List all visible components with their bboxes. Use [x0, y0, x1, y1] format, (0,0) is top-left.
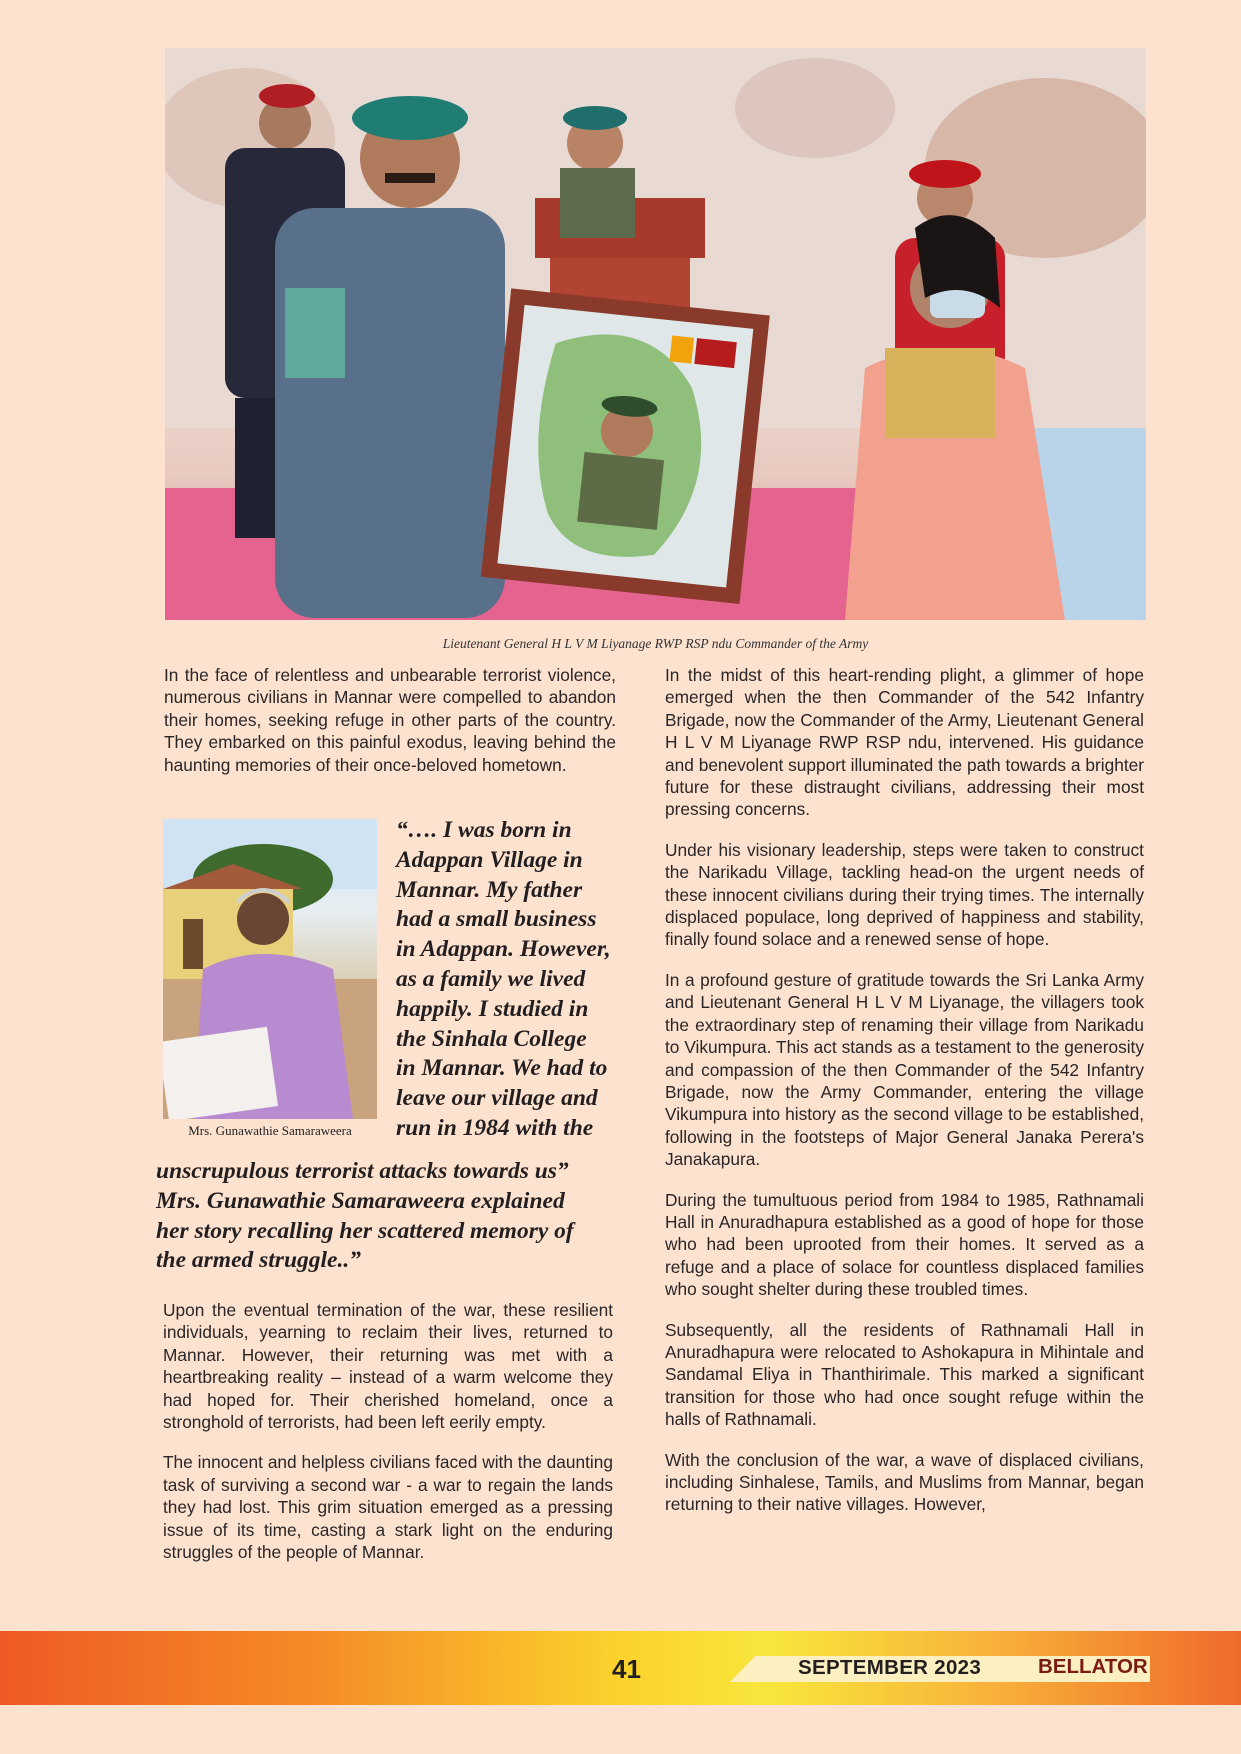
- paragraph: In the face of relentless and unbearable terrorist violence, numerous civilians in Mannar were compelled to abandon their homes, seeking refuge in other parts of the country. They embarked on this painful exodus, leaving behind the haunting memories of their once-beloved hometown.: [164, 665, 616, 775]
- paragraph: The innocent and helpless civilians faced with the daunting task of surviving a second war - a war to regain the lands they had lost. This grim situation emerged as a pressing issue of its time, casting a stark light on the enduring struggles of the people of Mannar.: [163, 1452, 613, 1563]
- left-column-top: [164, 664, 616, 776]
- portrait-caption: Mrs. Gunawathie Samaraweera: [188, 1123, 352, 1138]
- quote-line: unscrupulous terrorist attacks towards us”: [156, 1158, 569, 1184]
- right-column: [665, 664, 1144, 1516]
- quote-line: “…. I was born in: [396, 817, 572, 843]
- portrait-illustration: [163, 819, 377, 1119]
- quote-line: in Adappan. However,: [396, 936, 611, 963]
- magazine-name: BELLATOR: [1038, 1655, 1148, 1678]
- pull-quote-side: [396, 816, 636, 1144]
- paragraph: In the midst of this heart-rending plight, a glimmer of hope emerged when the then Commander of the 542 Infantry Brigade, now the Commander of the Army, Lieutenant General H L V M Liyanage RWP RSP ndu, intervened. His guidance and benevolent support illuminated the path towards a brighter future for these distraught civilians, addressing their most pressing concerns.: [665, 665, 1144, 820]
- paragraph: Under his visionary leadership, steps were taken to construct the Narikadu Village, tackling head-on the urgent needs of these innocent civilians during their trying times. The internally displaced populace, long deprived of happiness and stability, finally found solace and a renewed sense of hope.: [665, 839, 1144, 950]
- photo-caption: Lieutenant General H L V M Liyanage RWP RSP ndu Commander of the Army: [442, 636, 869, 651]
- quote-line: had a small business: [396, 906, 597, 933]
- page-number: 41: [612, 1654, 641, 1684]
- quote-line: in Mannar. We had to: [396, 1055, 608, 1082]
- paragraph: During the tumultuous period from 1984 to 1985, Rathnamali Hall in Anuradhapura established as a good of hope for those who had been uprooted from their homes. It served as a refuge and a place of solace for countless displaced families who sought shelter during these troubled times.: [665, 1189, 1144, 1300]
- quote-line: the armed struggle..”: [156, 1247, 361, 1274]
- portrait-photo: [163, 819, 377, 1119]
- issue-date: SEPTEMBER 2023: [798, 1656, 982, 1679]
- paragraph: Upon the eventual termination of the war, these resilient individuals, yearning to reclaim their lives, returned to Mannar. However, their returning was met with a heartbreaking reality – instead of a warm welcome they had hoped for. Their cherished homeland, once a stronghold of terrorists, had been left eerily empty.: [163, 1300, 613, 1433]
- pull-quote-full: [156, 1157, 626, 1276]
- quote-line: Mrs. Gunawathie Samaraweera explained: [156, 1187, 565, 1214]
- paragraph: Subsequently, all the residents of Rathnamali Hall in Anuradhapura were relocated to Ashokapura in Mihintale and Sandamal Eliya in Thanthirimale. This marked a significant transition for those who had once sought refuge within the halls of Rathnamali.: [665, 1319, 1144, 1430]
- quote-line: Mannar. My father: [396, 876, 583, 903]
- quote-line: leave our village and: [396, 1085, 598, 1112]
- quote-line: happily. I studied in: [396, 995, 589, 1022]
- quote-line: run in 1984 with the: [396, 1114, 594, 1141]
- quote-line: her story recalling her scattered memory of: [156, 1217, 574, 1244]
- quote-line: as a family we lived: [396, 965, 586, 992]
- quote-line: Adappan Village in: [396, 846, 583, 873]
- main-photo-illustration: [165, 48, 1146, 620]
- paragraph: With the conclusion of the war, a wave of displaced civilians, including Sinhalese, Tamils, and Muslims from Mannar, began returning to their native villages. However,: [665, 1449, 1144, 1515]
- paragraph: In a profound gesture of gratitude towards the Sri Lanka Army and Lieutenant General H L V M Liyanage, the villagers took the extraordinary step of renaming their village from Narikadu to Vikumpura. This act stands as a testament to the generosity and compassion of the then Commander of the 542 Infantry Brigade, now the Army Commander, entering the village Vikumpura into history as the second village to be established, following in the footsteps of Major General Janaka Perera's Janakapura.: [665, 969, 1144, 1170]
- left-column-bottom: [163, 1299, 613, 1563]
- main-photo: [165, 48, 1146, 620]
- quote-line: the Sinhala College: [396, 1025, 587, 1052]
